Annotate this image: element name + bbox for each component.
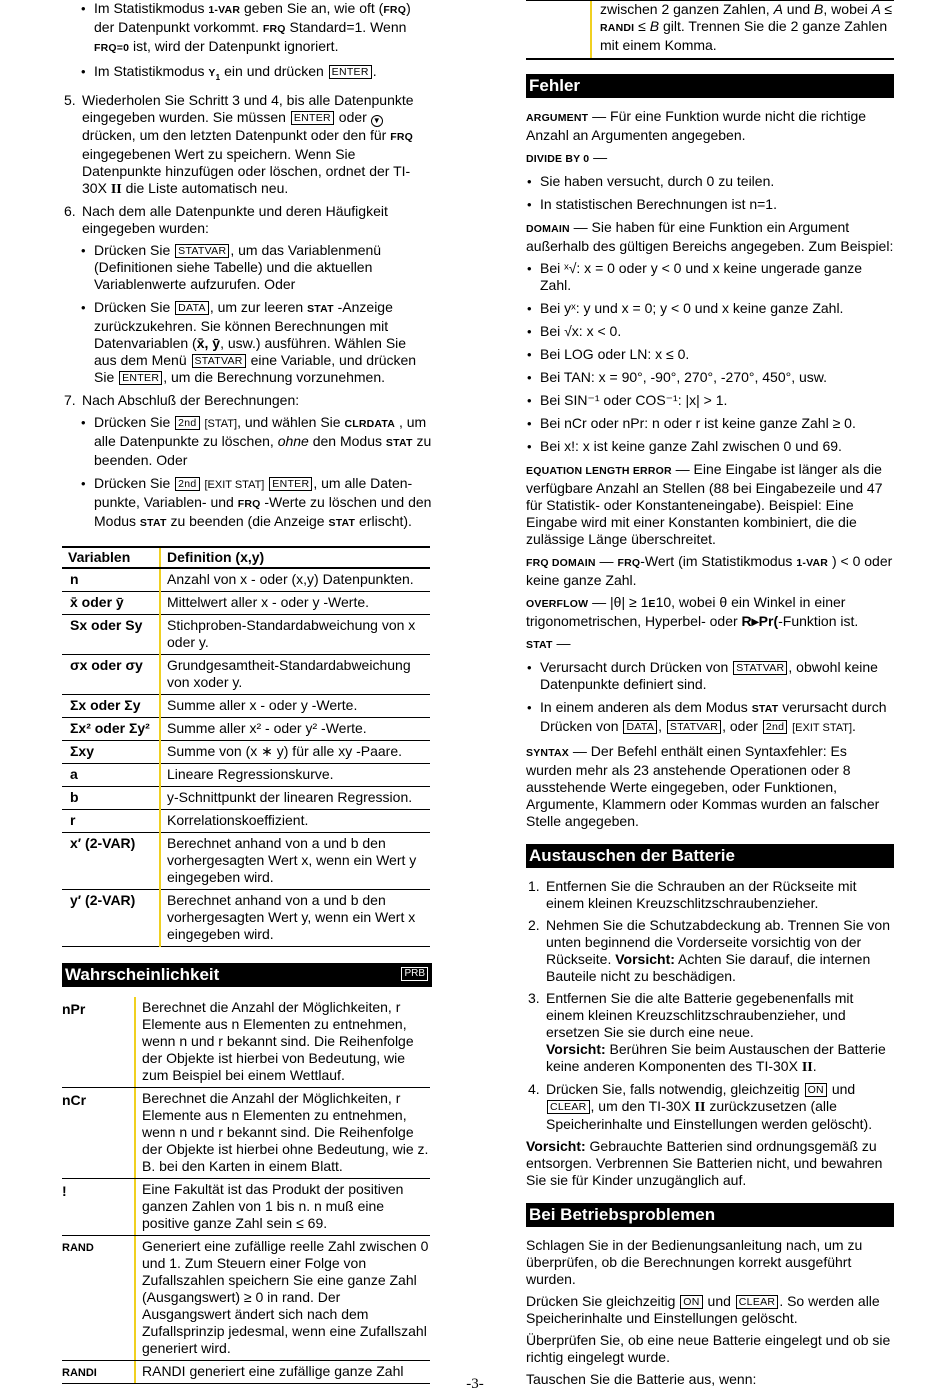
table-row: [62, 614, 430, 654]
probability-table: [62, 997, 430, 1384]
column-header-definition: Definition (x,y): [160, 547, 430, 568]
battery-warning: Vorsicht: Gebrauchte Batterien sind ordnungsgemäß zu entsorgen. Verbrennen Sie Batterien nicht, und bewahren Sie sie für Kinder unzugänglich auf.: [526, 1138, 883, 1188]
error-argument: ARGUMENT — Für eine Funktion wurde nicht die richtige Anzahl an Argumenten angegeben.: [526, 108, 867, 143]
variable-definition: Mittelwert aller x - oder y -Werte.: [160, 591, 430, 614]
troubleshooting-paragraph: Überprüfen Sie, ob eine neue Batterie eingelegt und ob sie richtig eingelegt wurde.: [526, 1332, 891, 1365]
function-name: nCr: [62, 1091, 87, 1108]
variable-definition: Anzahl von x - oder (x,y) Datenpunkten.: [160, 568, 430, 592]
variable-name: r: [62, 809, 160, 832]
variable-name: x̄ oder ȳ: [62, 591, 160, 614]
variable-definition: Korrelationskoeffizient.: [160, 809, 430, 832]
statvar-key: STATVAR: [733, 661, 787, 675]
error-stat: STAT —: [526, 635, 571, 651]
error-divide-by-zero: DIVIDE BY 0 —: [526, 149, 608, 165]
list-item: • Bei √x: x < 0.: [526, 323, 894, 340]
list-item: • Bei nCr oder nPr: n oder r ist keine ganze Zahl ≥ 0.: [526, 415, 894, 432]
function-name: RAND: [62, 1241, 94, 1254]
error-syntax: SYNTAX — Der Befehl enthält einen Syntaxfehler: Es wurden mehr als 23 anstehende Operationen oder 8 ausstehende Werte eingegeben, oder Funktionen, Argumente, Klammern oder Kommas wurden an falscher Stelle angegeben.: [526, 743, 880, 829]
error-domain: DOMAIN — Sie haben für eine Funktion ein Argument außerhalb des gültigen Bereichs angegeben. Zum Beispiel:: [526, 219, 894, 254]
variable-definition: Berechnet anhand von a und b den vorhergesagten Wert x, wenn ein Wert y eingegeben wird.: [160, 832, 430, 889]
variable-name: Sx oder Sy: [62, 614, 160, 654]
table-row: [62, 717, 430, 740]
second-key: 2nd: [175, 416, 199, 430]
variable-definition: Summe von (x ∗ y) für alle xy -Paare.: [160, 740, 430, 763]
second-key: 2nd: [763, 720, 787, 734]
statvar-key: STATVAR: [192, 354, 246, 368]
battery-step-3: 3. Entfernen Sie die alte Batterie gegebenenfalls mit einem kleinen Kreuzschlitzschraubenzieher, und ersetzen Sie sie durch eine neue. Vorsicht: Berühren Sie beim Austauschen der Batterie keine anderen Komponenten des TI-30X II.: [528, 990, 886, 1075]
table-row: [62, 763, 430, 786]
troubleshooting-paragraph: Drücken Sie gleichzeitig ON und CLEAR . So werden alle Speicherinhalte und Einstellungen gelöscht.: [526, 1293, 880, 1326]
list-item: • Verursacht durch Drücken von STATVAR , obwohl keine Datenpunkte definiert sind.: [526, 659, 894, 693]
table-row: [62, 694, 430, 717]
list-item: • Bei x!: x ist keine ganze Zahl zwischen 0 und 69.: [526, 438, 894, 455]
variable-name: Σx oder Σy: [62, 694, 160, 717]
table-row: [62, 889, 430, 946]
variable-name: x′ (2-VAR): [62, 832, 160, 889]
page-number: -3-: [466, 1376, 484, 1392]
list-item: • In statistischen Berechnungen ist n=1.: [526, 196, 894, 213]
enter-key: ENTER: [269, 477, 312, 491]
clear-key: CLEAR: [547, 1100, 590, 1114]
table-row: [62, 809, 430, 832]
variable-definition: Stichproben-Standardabweichung von x oder y.: [160, 614, 430, 654]
variable-definition: Summe aller x - oder y -Werte.: [160, 694, 430, 717]
step-7: 7. Nach Abschluß der Berechnungen:: [64, 391, 300, 408]
list-item: • Im Statistikmodus 1-VAR geben Sie an, wie oft (FRQ) der Datenpunkt vorkommt. FRQ Standard=1. Wenn FRQ=0 ist, wird der Datenpunkt ignoriert.: [80, 0, 432, 57]
table-row: [62, 1088, 430, 1179]
column-header-variables: Variablen: [62, 547, 160, 568]
list-item: • Drücken Sie STATVAR , um das Variablenmenü (Definitionen siehe Tabelle) und die aktuellen Variablenwerte aufzurufen. Oder: [80, 242, 432, 293]
variable-name: y′ (2-VAR): [62, 889, 160, 946]
function-description: Berechnet die Anzahl der Möglichkeiten, r Elemente aus n Elementen zu entnehmen, wenn n und r bekannt sind. Die Reihenfolge der Objekte ist hierbei ohne Bedeutung, wie z. B. bei den Karten in einem Blatt.: [134, 1088, 430, 1178]
error-equation-length: EQUATION LENGTH ERROR — Eine Eingabe ist länger als die verfügbare Anzahl an Stellen (88 bei Eingabezeile und 47 für Statistik- oder Konstanteneingabe). Beispiel: Eine Eingabe wird mit einer Konstanten kombiniert, die die zulässige Länge überschreitet.: [526, 461, 883, 547]
troubleshooting-paragraph: Tauschen Sie die Batterie aus, wenn:: [526, 1371, 757, 1387]
variable-definition: Summe aller x² - oder y² -Werte.: [160, 717, 430, 740]
variable-name: σx oder σy: [62, 654, 160, 694]
list-item: • In einem anderen als dem Modus STAT verursacht durch Drücken von DATA , STATVAR , oder 2nd [EXIT STAT].: [526, 699, 894, 737]
function-description: Berechnet die Anzahl der Möglichkeiten, r Elemente aus n Elementen zu entnehmen, wenn n und r bekannt sind. Die Reihenfolge der Objekte ist hierbei von Bedeutung, wie zum Beispiel bei einem Wettlauf.: [134, 997, 430, 1087]
variable-definition: Lineare Regressionskurve.: [160, 763, 430, 786]
function-name: nPr: [62, 1000, 86, 1017]
table-row: [62, 832, 430, 889]
battery-step-2: 2. Nehmen Sie die Schutzabdeckung ab. Trennen Sie von unten beginnend die Vorderseite vorsichtig von der Rückseite. Vorsicht: Achten Sie darauf, die internen Bauteile nicht zu beschädigen.: [528, 917, 891, 984]
troubleshooting-section-header: [526, 1203, 894, 1227]
table-row: [62, 997, 430, 1088]
function-name: !: [62, 1182, 67, 1199]
table-row: [62, 786, 430, 809]
list-item: • Bei TAN: x = 90°, -90°, 270°, -270°, 450°, usw.: [526, 369, 894, 386]
table-row: [62, 740, 430, 763]
step-5: 5. Wiederholen Sie Schritt 3 und 4, bis alle Datenpunkte eingegeben wurden. Sie müssen ENTER oder ▼ drücken, um den letzten Datenpunkt oder den für FRQ eingegebenen Wert zu speichern. Wenn Sie Datenpunkte hinzufügen oder löschen, ordnet der TI-30X II die Liste automatisch neu.: [64, 91, 414, 197]
battery-section-header: [526, 844, 894, 868]
troubleshooting-paragraph: Schlagen Sie in der Bedienungsanleitung nach, um zu überprüfen, ob die Berechnungen korrekt ausgeführt wurden.: [526, 1237, 863, 1287]
table-row: [62, 1179, 430, 1236]
list-item: • Drücken Sie 2nd [STAT], und wählen Sie CLRDATA , um alle Datenpunkte zu löschen, ohne den Modus STAT zu beenden. Oder: [80, 414, 432, 469]
variable-definition: Berechnet anhand von a und b den vorhergesagten Wert y, wenn ein Wert x eingegeben wird.: [160, 889, 430, 946]
statvar-key: STATVAR: [667, 720, 721, 734]
clear-key: CLEAR: [736, 1295, 779, 1309]
list-item: • Bei ˣ√: x = 0 oder y < 0 und x keine ungerade ganze Zahl.: [526, 260, 894, 294]
battery-step-4: 4. Drücken Sie, falls notwendig, gleichzeitig ON und CLEAR , um den TI-30X II zurückzusetzen (alle Speicherinhalte und Einstellungen werden gelöscht).: [528, 1081, 873, 1132]
data-key: DATA: [623, 720, 657, 734]
variable-name: Σx² oder Σy²: [62, 717, 160, 740]
variable-name: b: [62, 786, 160, 809]
enter-key: ENTER: [291, 111, 334, 125]
battery-step-1: 1. Entfernen Sie die Schrauben an der Rückseite mit einem kleinen Kreuzschlitzschraubenzieher.: [528, 878, 857, 911]
on-key: ON: [680, 1295, 702, 1309]
section-title: Austauschen der Batterie: [529, 846, 735, 865]
on-key: ON: [805, 1083, 827, 1097]
probability-section-header: [62, 963, 432, 987]
section-title: Bei Betriebsproblemen: [529, 1205, 716, 1224]
function-name: RANDI: [62, 1366, 97, 1379]
table-row: [62, 1236, 430, 1361]
step-6: 6. Nach dem alle Datenpunkte und deren Häufigkeit eingegeben wurden:: [64, 202, 388, 236]
table-row: [62, 654, 430, 694]
step-7-options: [62, 414, 432, 532]
down-arrow-key-icon: ▼: [371, 115, 383, 127]
right-column: [526, 0, 894, 1393]
error-frq-domain: FRQ DOMAIN — FRQ-Wert (im Statistikmodus 1-VAR ) < 0 oder keine ganze Zahl.: [526, 553, 893, 588]
variables-table: [62, 546, 430, 947]
section-title: Wahrscheinlichkeit: [65, 964, 220, 984]
randi-continuation: zwischen 2 ganzen Zahlen, A und B, wobei A ≤ RANDI ≤ B gilt. Trennen Sie die 2 ganze Zahlen mit einem Komma.: [526, 0, 894, 60]
data-key: DATA: [175, 301, 209, 315]
list-item: • Bei SIN⁻¹ oder COS⁻¹: |x| > 1.: [526, 392, 894, 409]
left-column: [62, 0, 432, 1384]
error-overflow: OVERFLOW — |θ| ≥ 1E10, wobei θ ein Winkel in einer trigonometrischen, Hyperbel- oder R▸Pr(-Funktion ist.: [526, 594, 859, 629]
variable-definition: y-Schnittpunkt der linearen Regression.: [160, 786, 430, 809]
variable-name: n: [62, 568, 160, 592]
section-title: Fehler: [529, 76, 581, 95]
second-key: 2nd: [175, 477, 199, 491]
function-description: Generiert eine zufällige reelle Zahl zwischen 0 und 1. Zum Steuern einer Folge von Zufallszahlen speichern Sie eine ganze Zahl (Ausgangswert) ≥ 0 in rand. Der Ausgangswert ändert sich nach dem Zufallsprinzip jedesmal, wenn eine Zufallszahl generiert wird.: [134, 1236, 430, 1360]
variable-name: a: [62, 763, 160, 786]
function-description: RANDI generiert eine zufällige ganze Zahl: [134, 1361, 430, 1383]
step-6-options: [62, 242, 432, 386]
variable-definition: Grundgesamtheit-Standardabweichung von xoder y.: [160, 654, 430, 694]
variable-name: Σxy: [62, 740, 160, 763]
list-item: • Sie haben versucht, durch 0 zu teilen.: [526, 173, 894, 190]
table-header: [62, 547, 430, 568]
table-row: [62, 568, 430, 592]
list-item: • Drücken Sie 2nd [EXIT STAT] ENTER , um alle Daten-punkte, Variablen- und FRQ -Werte zu löschen und den Modus STAT zu beenden (die Anzeige STAT erlischt).: [80, 475, 432, 532]
prb-key: PRB: [401, 967, 428, 981]
enter-key: ENTER: [119, 371, 162, 385]
function-description: Eine Fakultät ist das Produkt der positiven ganzen Zahlen von 1 bis n. n muß eine positive ganze Zahl sein ≤ 69.: [134, 1179, 430, 1235]
steps-list: [62, 0, 432, 86]
errors-section-header: [526, 74, 894, 98]
table-row: [62, 591, 430, 614]
statvar-key: STATVAR: [175, 244, 229, 258]
list-item: • Im Statistikmodus $Y_1$ ein und drücken ENTER .: [80, 63, 432, 86]
list-item: • Bei yˣ: y und x = 0; y < 0 und x keine ganze Zahl.: [526, 300, 894, 317]
list-item: • Bei LOG oder LN: x ≤ 0.: [526, 346, 894, 363]
list-item: • Drücken Sie DATA , um zur leeren STAT -Anzeige zurückzukehren. Sie können Berechnungen mit Datenvariablen (x̄, ȳ, usw.) ausführen. Wählen Sie aus dem Menü STATVAR eine Variable, und drücken Sie ENTER , um die Berechnung vorzunehmen.: [80, 299, 432, 386]
enter-key: ENTER: [329, 65, 372, 79]
